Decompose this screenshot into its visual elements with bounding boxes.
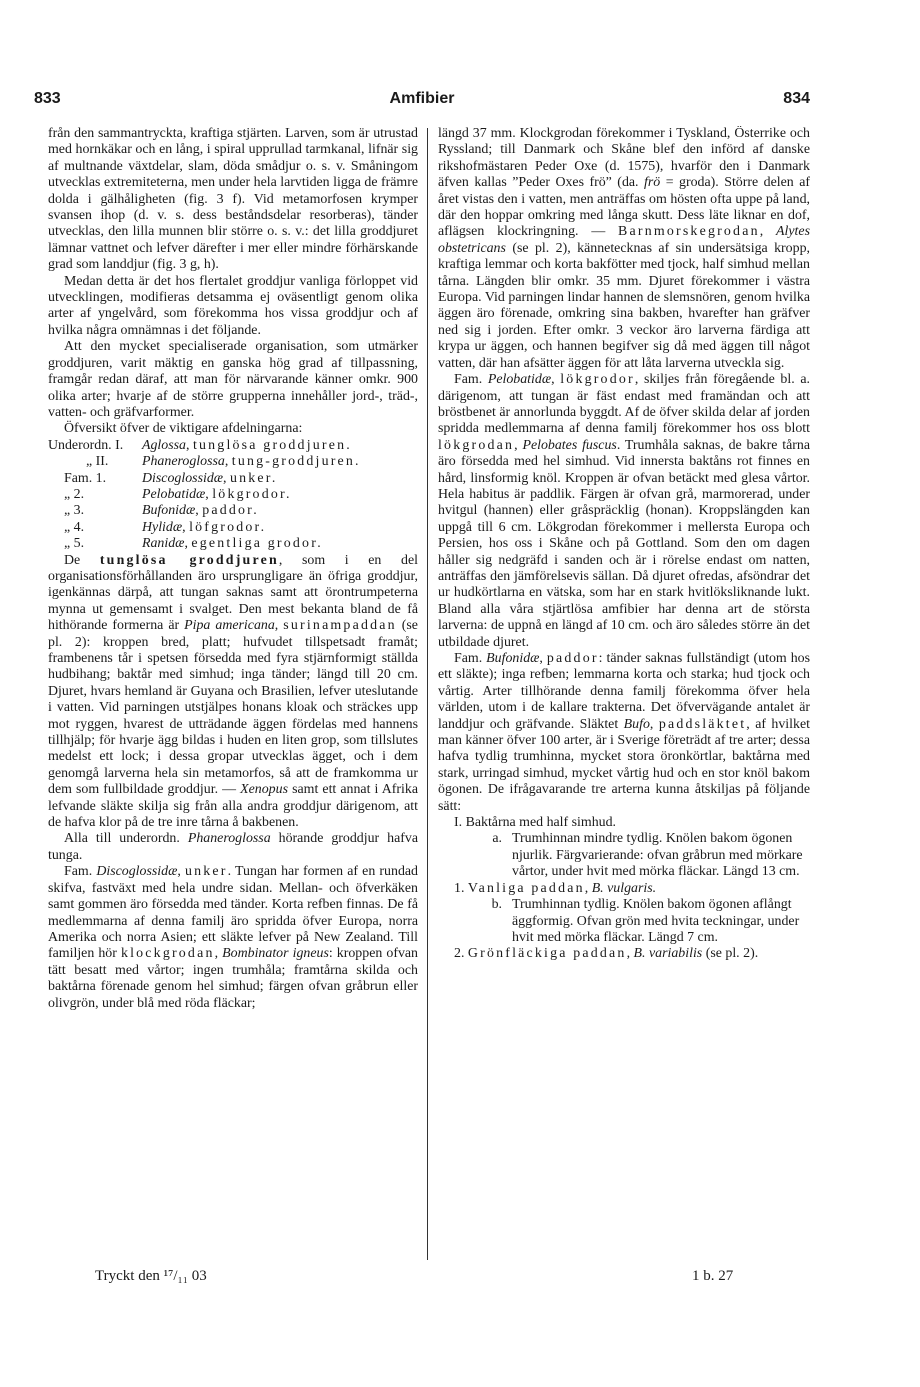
key-result: 2. Grönfläckiga paddan, B. variabilis (se pl. 2). bbox=[454, 946, 759, 962]
column-divider bbox=[427, 128, 428, 1260]
genus-name: Bufo bbox=[623, 716, 650, 732]
spaced-term: tunglösa groddjuren bbox=[99, 552, 279, 568]
overview-lead: Underordn. I. bbox=[48, 437, 124, 453]
overview-lead: „ 4. bbox=[64, 519, 85, 535]
taxon-name: Ranidæ bbox=[142, 536, 185, 552]
overview-row: Fam. 1. Discoglossidæ, unker. bbox=[48, 471, 418, 487]
spaced-term: lökgrodor bbox=[560, 372, 635, 388]
taxon-swedish: tunglösa groddjuren. bbox=[192, 437, 352, 453]
taxon-name: Pelobatidæ bbox=[487, 372, 552, 388]
key-text: Trumhinnan mindre tydlig. Knölen bakom ögonen njurlik. Färgvarierande: ofvan gråbrun med mörkare vårtor, under hvit med mörka fläckar. Längd 13 cm. bbox=[512, 831, 803, 880]
species-name: Pelobates fuscus bbox=[522, 437, 617, 453]
key-item bbox=[438, 897, 810, 946]
taxon-swedish: unker. bbox=[230, 470, 278, 486]
paragraph: Fam. Discoglossidæ, unker. Tungan har formen af en rundad skifva, fastväxt med hela undre sidan. Mellan- och öfverkäken samt gommen äro försedda med tänder. Korta refben finnas. De få medlemmarna af denna familj äro spridda öfver Europa, norra Amerika och norra Asien; ett släkte lefver på New Zealand. Till familjen hör klockgrodan, Bombinator igneus: kroppen ofvan tätt besatt med vårtor; ingen trumhåla; framtårna skilda och baktårna förenade genom hel simhud; färgen ofvan gråbrun eller olivgrön, under blå med röda fläckar; bbox=[48, 864, 418, 1011]
taxon-name: Phaneroglossa bbox=[142, 454, 225, 470]
print-date: Tryckt den ¹⁷/₁₁ 03 bbox=[95, 1268, 207, 1284]
signature-mark: 1 b. 27 bbox=[692, 1268, 734, 1284]
taxon-swedish: löfgrodor. bbox=[189, 519, 267, 535]
key-label: b. bbox=[491, 897, 502, 913]
overview-lead: Fam. 1. bbox=[64, 470, 107, 486]
taxon-swedish: egentliga grodor. bbox=[191, 536, 323, 552]
taxon-name: Hylidæ bbox=[142, 519, 183, 535]
taxon-name: Phaneroglossa bbox=[187, 831, 271, 847]
key-result: 1. Vanliga paddan, B. vulgaris. bbox=[454, 880, 657, 896]
paragraph: längd 37 mm. Klockgrodan förekommer i Tyskland, Österrike och Ryssland; till Danmark och Skåne blef den införd af danske rikshofmästaren Peder Oxe (d. 1575), hvarför den i Danmark äfven kallas ”Peder Oxes frö” (da. frö = groda). Större delen af året vistas den i vatten, men anträffas om hösten ofta uppe på land, där den hoppar omkring med långa skutt. Dess läte liknar en dof, aflägsen klockringning. — Barnmorskegrodan, Alytes obstetricans (se pl. 2), kännetecknas af sin undersätsiga kropp, kraftiga lemmar och korta bakfötter med tjock, half simhud mellan tårna. Längden blir omkr. 35 mm. Djuret förekommer i västra Europa. Vid parningen lindar hannen de slemsnören, genom hvilka äggen äro förenade, omkring sina bakben, hvarefter han gräfver ned sig i jorden. Efter omkr. 3 veckor äro larverna färdiga att krypa ur äggen, och hannen begifver sig då med äggen till något vatten, där han afsätter äggen för att låta larverna utveckla sig. bbox=[438, 126, 810, 371]
key-text: Trumhinnan tydlig. Knölen bakom ögonen aflångt äggformig. Ofvan grön med hvita teckningar, under hvit med mörka fläckar. Längd 7 cm. bbox=[512, 897, 800, 945]
right-column bbox=[438, 126, 810, 1261]
overview-row: „ II. Phaneroglossa, tung-groddjuren. bbox=[48, 454, 418, 470]
overview-lead: „ 2. bbox=[64, 486, 85, 502]
spaced-term: lökgrodan bbox=[438, 437, 515, 453]
paragraph: Medan detta är det hos flertalet groddjur vanliga förloppet vid utvecklingen, modifieras detsamma ej oväsentligt genom olika arter af yngelvård, som förekomma hos vissa groddjur och af hvilka några omnämnas i det följande. bbox=[48, 273, 418, 338]
running-title: Amfibier bbox=[389, 90, 455, 107]
taxon-swedish: lökgrodor. bbox=[212, 486, 292, 502]
overview-intro: Öfversikt öfver de viktigare afdelningarna: bbox=[64, 421, 303, 437]
key-heading: I. Baktårna med half simhud. bbox=[454, 815, 617, 831]
overview-lead: „ 3. bbox=[64, 503, 85, 519]
taxon-name: Discoglossidæ bbox=[142, 470, 224, 486]
taxon-name: Aglossa bbox=[142, 437, 186, 453]
classification-overview bbox=[48, 438, 418, 553]
key-label: a. bbox=[492, 831, 502, 847]
paragraph: Fam. Bufonidæ, paddor: tänder saknas fullständigt (utom hos ett släkte); inga refben; lemmarna korta och starka; hud tjock och vårtig. Arter tillhörande denna familj förekomma öfver hela världen, utom i de kallare trakterna. Det öfvervägande antalet är landdjur och gräfvande. Släktet Bufo, paddsläktet, af hvilket man känner öfver 100 arter, är i Sverige företrädt af tre arter; dessa hafva tydlig trumhinna, mycket stora öronkörtlar, baktårna med stark, urringad simhud, mycket vårtig hud och en stor knöl bakom ögonen. De ifrågavarande tre arterna kunna åtskiljas på följande sätt: bbox=[438, 651, 810, 814]
overview-lead: „ II. bbox=[86, 454, 109, 470]
spaced-term: unker bbox=[185, 864, 228, 880]
overview-row: „ 2. Pelobatidæ, lökgrodor. bbox=[48, 487, 418, 503]
paragraph: Att den mycket specialiserade organisation, som utmärker groddjuren, varit mäktig en ganska hög grad af tillpassning, framgår redan däraf, att man för närvarande känner omkr. 900 olika arter; hvarje af de större grupperna innehåller jord-, träd-, vatten- och gräfvarformer. bbox=[48, 339, 418, 420]
species-name: Xenopus bbox=[240, 782, 288, 798]
spaced-term: paddor bbox=[546, 651, 599, 666]
spaced-term: paddsläktet bbox=[658, 716, 747, 732]
species-name: Pipa americana bbox=[184, 618, 275, 634]
taxon-swedish: tung-groddjuren. bbox=[231, 454, 361, 470]
taxon-name: Pelobatidæ bbox=[142, 486, 206, 502]
species-name: Bombinator igneus bbox=[222, 946, 329, 962]
paragraph: De tunglösa groddjuren, som i en del organisationsförhållanden äro ursprungligare än öfriga groddjur, igenkännas därpå, att tungan saknas samt att örontrumpeterna mynna ut gemensamt i svalget. Den mest bekanta bland de få hithörande formerna är Pipa americana, surinampaddan (se pl. 2): kroppen bred, platt; hufvudet tillspetsadt framåt; frambenens tår i spetsen försedda med fyra stjärnformigt ställda hudbihang; baktår med simhud; inga tänder; längd till 20 cm. Djuret, hvars hemland är Guyana och Brasilien, lefver uteslutande i vatten. Vid parningen utstjälpes honans kloak och sträckes upp mot ryggen, hvarest de utträdande äggen fördelas med hannens tillhjälp; för hvarje ägg bildas i huden en liten grop, som tillslutes medelst ett lock; i dessa gropar utvecklas ägget, och i dem genomgå larverna hela sin metamorfos, så att de framkomma ur dem som fullbildade groddjur. — Xenopus samt ett annat i Afrika lefvande släkte skilja sig från alla andra groddjur därigenom, att de hafva klor på de tre inre tårna å bakbenen. bbox=[48, 552, 418, 831]
species-name: Alytes obstetricans bbox=[438, 224, 810, 256]
paragraph: Fam. Pelobatidæ, lökgrodor, skiljes från föregående bl. a. därigenom, att tungan är fäst endast med framändan och att bröstbenet är annorlunda byggdt. Af de öfver skilda delar af jorden spridda medlemmarna af denna familj förekommer hos oss blott lökgrodan, Pelobates fuscus. Trumhåla saknas, de bakre tårna äro försedda med hel simhud. Vid innersta baktåns rot finnes en hård, linsformig knöl. Kroppen är ofvan betäckt med glesa vårtor. Hela habitus är paddlik. Färgen är ofvan grå, marmorerad, under hvitgul (hannen) eller gråspräcklig (honan). Kroppslängden kan uppgå till 6 cm. Lökgrodan förekommer i mellersta Europa och Persien, hos oss i Skåne och på Gottland. Som den om dagen håller sig nedgräfd i sanden och är i rörelse endast om natten, anträffas den jämförelsevis sällan. Då djuret ofredas, afsöndrar det ur hudkörtlarna en vätska, som har en stark hvitlöksliknande lukt. Bland alla våra stjärtlösa amfibier har denna art de största larverna: de uppnå en längd af 10 cm. och äro således större än det utbildade djuret. bbox=[438, 372, 810, 650]
taxon-name: Bufonidæ bbox=[142, 503, 196, 519]
taxon-swedish: paddor. bbox=[202, 503, 259, 519]
overview-row: „ 5. Ranidæ, egentliga grodor. bbox=[48, 536, 418, 552]
page-header bbox=[34, 90, 810, 110]
overview-lead: „ 5. bbox=[64, 536, 85, 552]
left-column bbox=[48, 126, 418, 1261]
taxon-name: Bufonidæ bbox=[486, 651, 540, 666]
overview-row: „ 3. Bufonidæ, paddor. bbox=[48, 503, 418, 519]
paragraph: från den sammantryckta, kraftiga stjärten. Larven, som är utrustad med hornkäkar och en lång, i spiral upprullad tarmkanal, lifnär sig af multnande växtdelar, slam, döda smådjur o. s. v. Småningom utvecklas extremiteterna, men under hela larvtiden ligga de främre dolda i gälhåligheten (fig. 3 f). Vid metamorfosen krymper svansen ihop (d. v. s. dess beståndsdelar resorberas), tänder utvecklas, den lilla munnen blir större o. s. v.: det lilla groddjuret lämnar vattnet och lefver därefter i mer eller mindre förhärskande grad som landdjur (fig. 3 g, h). bbox=[48, 126, 418, 273]
overview-row: Underordn. I. Aglossa, tunglösa groddjuren. bbox=[48, 437, 352, 453]
spaced-term: Barnmorskegrodan bbox=[618, 224, 760, 240]
overview-row: „ 4. Hylidæ, löfgrodor. bbox=[48, 520, 418, 536]
key-item bbox=[438, 831, 810, 880]
page-number-left: 833 bbox=[34, 90, 61, 107]
spaced-term: surinampaddan bbox=[283, 618, 397, 634]
taxon-name: Discoglossidæ bbox=[96, 864, 178, 880]
page-number-right: 834 bbox=[783, 90, 810, 107]
paragraph: Alla till underordn. Phaneroglossa hörande groddjur hafva tunga. bbox=[48, 831, 418, 863]
spaced-term: klockgrodan bbox=[120, 946, 215, 962]
